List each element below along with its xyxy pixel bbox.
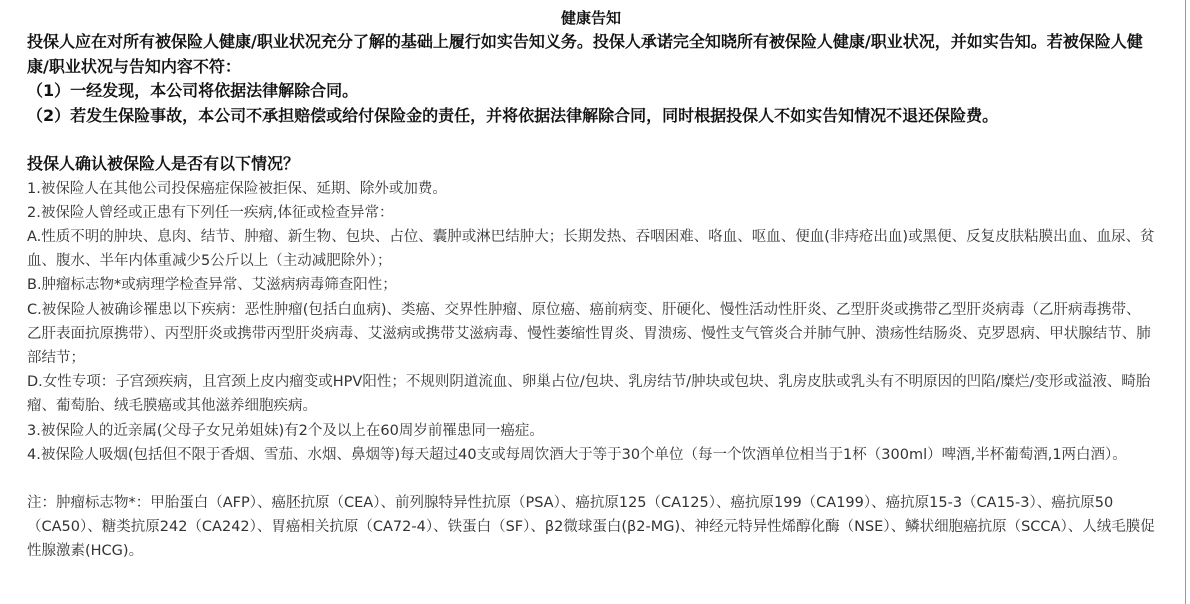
item-2c: C.被保险人被确诊罹患以下疾病：恶性肿瘤(包括白血病)、类癌、交界性肿瘤、原位癌、癌前病变、肝硬化、慢性活动性肝炎、乙型肝炎或携带乙型肝炎病毒（乙肝病毒携带、乙肝表面抗原携带）、丙型肝炎或携带丙型肝炎病毒、艾滋病或携带艾滋病毒、慢性萎缩性胃炎、胃溃疡、慢性支气管炎合并肺气肿、溃疡性结肠炎、克罗恩病、甲状腺结节、肺部结节； <box>27 301 1151 366</box>
intro-paragraph: 投保人应在对所有被保险人健康/职业状况充分了解的基础上履行如实告知义务。投保人承诺完全知晓所有被保险人健康/职业状况，并如实告知。若被保险人健康/职业状况与告知内容不符： <box>27 32 1143 76</box>
tumor-marker-note: 注：肿瘤标志物*：甲胎蛋白（AFP）、癌胚抗原（CEA）、前列腺特异性抗原（PSA）、癌抗原125（CA125）、癌抗原199（CA199）、癌抗原15-3（CA15-3）、癌抗原50（CA50）、糖类抗原242（CA242）、胃癌相关抗原（CA72-4）、铁蛋白（SF）、β2微球蛋白(β2-MG)、神经元特异性烯醇化酶（NSE）、鳞状细胞癌抗原（SCCA）、人绒毛膜促性腺激素(HCG)。 <box>27 494 1155 560</box>
consequence-2: （2）若发生保险事故，本公司不承担赔偿或给付保险金的责任，并将依据法律解除合同，同时根据投保人不如实告知情况不退还保险费。 <box>27 105 999 125</box>
item-3: 3.被保险人的近亲属(父母子女兄弟姐妹)有2个及以上在60周岁前罹患同一癌症。 <box>27 422 544 439</box>
health-notice-document <box>27 6 1155 564</box>
item-2a: A.性质不明的肿块、息肉、结节、肿瘤、新生物、包块、占位、囊肿或淋巴结肿大；长期发热、吞咽困难、咯血、呕血、便血(非痔疮出血)或黑便、反复皮肤粘膜出血、血尿、贫血、腹水、半年内体重减少5公斤以上（主动减肥除外）； <box>27 228 1155 270</box>
document-title: 健康告知 <box>560 9 621 27</box>
item-2: 2.被保险人曾经或正患有下列任一疾病,体征或检查异常： <box>27 204 394 221</box>
consequence-1: （1）一经发现，本公司将依据法律解除合同。 <box>27 81 359 100</box>
question-heading: 投保人确认被保险人是否有以下情况？ <box>27 154 300 173</box>
right-border-divider <box>1185 0 1186 604</box>
item-4: 4.被保险人吸烟(包括但不限于香烟、雪茄、水烟、鼻烟等)每天超过40支或每周饮酒大于等于30个单位（每一个饮酒单位相当于1杯（300ml）啤酒,半杯葡萄酒,1两白酒）。 <box>27 446 1127 463</box>
item-2b: B.肿瘤标志物*或病理学检查异常、艾滋病病毒筛查阳性； <box>27 277 397 294</box>
item-1: 1.被保险人在其他公司投保癌症保险被拒保、延期、除外或加费。 <box>27 180 447 197</box>
item-2d: D.女性专项：子宫颈疾病，且宫颈上皮内瘤变或HPV阳性；不规则阴道流血、卵巢占位/包块、乳房结节/肿块或包块、乳房皮肤或乳头有不明原因的凹陷/糜烂/变形或溢液、畸胎瘤、葡萄胎、绒毛膜癌或其他滋养细胞疾病。 <box>27 374 1151 415</box>
